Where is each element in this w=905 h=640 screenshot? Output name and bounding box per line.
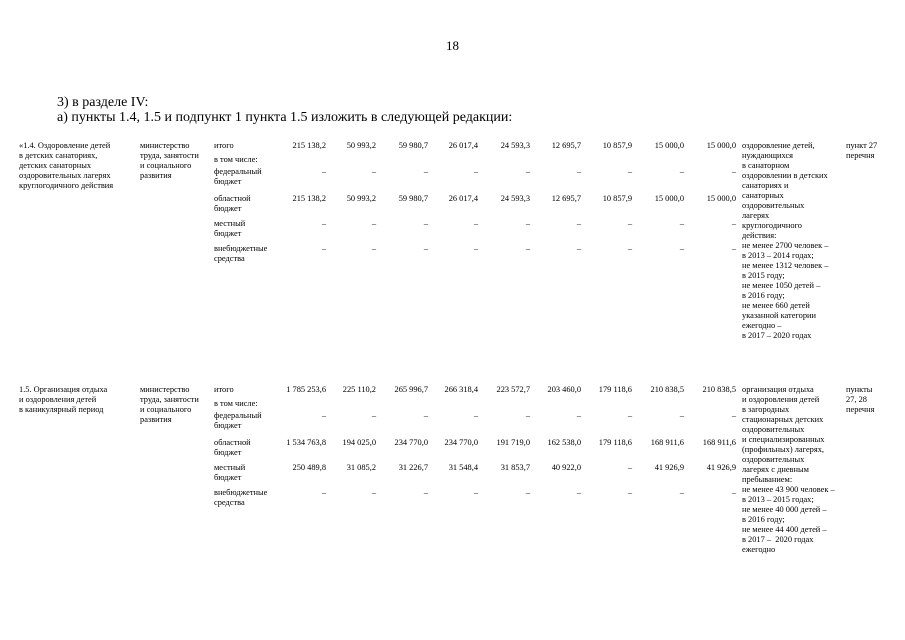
funding-value: – (731, 244, 736, 253)
funding-value: 26 017,4 (448, 141, 478, 150)
funding-value: 194 025,0 (342, 438, 376, 447)
funding-value: – (321, 219, 326, 228)
activity-title: 1.5. Организация отдыха и оздоровления детей в каникулярный период (19, 385, 108, 414)
funding-value: – (473, 219, 478, 228)
funding-value: – (679, 488, 684, 497)
funding-value: – (423, 488, 428, 497)
funding-value: – (423, 219, 428, 228)
funding-source-label: внебюджетные средства (214, 244, 268, 263)
funding-value: 50 993,2 (346, 194, 376, 203)
reference: пункты 27, 28 перечня (846, 385, 875, 414)
activity-title: «1.4. Оздоровление детей в детских санаториях, детских санаторных оздоровительных лагерях круглогодичного действия (19, 141, 114, 190)
funding-source-label: в том числе: (214, 155, 258, 164)
funding-value: – (731, 219, 736, 228)
funding-value: 179 118,6 (598, 385, 632, 394)
funding-value: – (679, 167, 684, 176)
funding-value: – (371, 411, 376, 420)
funding-value: – (371, 167, 376, 176)
funding-value: 215 138,2 (292, 141, 326, 150)
funding-value: 225 110,2 (342, 385, 376, 394)
funding-value: – (423, 244, 428, 253)
funding-value: 210 838,5 (702, 385, 736, 394)
amendment-heading: а) пункты 1.4, 1.5 и подпункт 1 пункта 1.5 изложить в следующей редакции: (57, 110, 513, 125)
funding-value: – (525, 244, 530, 253)
funding-value: 168 911,6 (650, 438, 684, 447)
funding-value: – (321, 167, 326, 176)
funding-source-label: внебюджетные средства (214, 488, 268, 507)
funding-value: – (627, 244, 632, 253)
funding-value: – (731, 488, 736, 497)
funding-value: 26 017,4 (448, 194, 478, 203)
funding-value: 1 785 253,6 (286, 385, 326, 394)
funding-value: 234 770,0 (394, 438, 428, 447)
funding-source-label: областной бюджет (214, 438, 251, 457)
funding-value: – (473, 167, 478, 176)
funding-value: 15 000,0 (654, 141, 684, 150)
section-heading: 3) в разделе IV: (57, 95, 149, 110)
funding-value: – (576, 219, 581, 228)
funding-value: – (627, 411, 632, 420)
funding-value: 162 538,0 (547, 438, 581, 447)
funding-value: – (525, 411, 530, 420)
funding-source-label: федеральный бюджет (214, 411, 262, 430)
funding-value: – (525, 167, 530, 176)
funding-value: 24 593,3 (500, 141, 530, 150)
funding-source-label: местный бюджет (214, 219, 246, 238)
funding-value: – (627, 463, 632, 472)
funding-value: – (576, 411, 581, 420)
funding-value: – (627, 488, 632, 497)
funding-value: 215 138,2 (292, 194, 326, 203)
funding-value: – (321, 488, 326, 497)
funding-value: – (473, 488, 478, 497)
funding-source-label: в том числе: (214, 399, 258, 408)
funding-value: – (576, 167, 581, 176)
funding-value: – (731, 167, 736, 176)
expected-result: оздоровление детей, нуждающихся в санаторном оздоровлении в детских санаториях и санаторных оздоровительных лагерях круглогодичного действия: не менее 2700 человек – в 2013 – 2014 годах; не менее 1312 человек – в 2015 году; не менее 1050 детей – в 2016 году; не менее 660 детей указанной категории ежегодно – в 2017 – 2020 годах (742, 141, 829, 340)
funding-value: 250 489,8 (292, 463, 326, 472)
expected-result: организация отдыха и оздоровления детей в загородных стационарных детских оздоровительных и специализированных (профильных) лагерях, оздоровительных лагерях с дневным пребыванием: не менее 43 900 человек – в 2013 – 2015 годах; не менее 40 000 детей – в 2016 году; не менее 44 400 детей – в 2017 – 2020 годах ежегодно (742, 385, 835, 554)
funding-source-label: итого (214, 141, 234, 150)
funding-source-label: федеральный бюджет (214, 167, 262, 186)
funding-value: 31 226,7 (398, 463, 428, 472)
funding-value: – (525, 219, 530, 228)
funding-value: – (473, 411, 478, 420)
funding-value: – (576, 244, 581, 253)
funding-value: – (679, 219, 684, 228)
executor: министерство труда, занятости и социального развития (140, 141, 199, 180)
funding-value: 12 695,7 (551, 141, 581, 150)
funding-value: 1 534 763,8 (286, 438, 326, 447)
funding-value: 40 922,0 (551, 463, 581, 472)
funding-source-label: итого (214, 385, 234, 394)
funding-value: – (731, 411, 736, 420)
funding-value: 223 572,7 (496, 385, 530, 394)
funding-value: – (423, 411, 428, 420)
funding-value: – (627, 167, 632, 176)
funding-value: – (321, 244, 326, 253)
funding-value: 265 996,7 (394, 385, 428, 394)
funding-value: 234 770,0 (444, 438, 478, 447)
funding-value: 24 593,3 (500, 194, 530, 203)
funding-value: – (679, 411, 684, 420)
funding-value: – (423, 167, 428, 176)
funding-value: 50 993,2 (346, 141, 376, 150)
funding-value: 41 926,9 (654, 463, 684, 472)
funding-value: 59 980,7 (398, 141, 428, 150)
funding-value: – (473, 244, 478, 253)
funding-value: 179 118,6 (598, 438, 632, 447)
funding-value: – (371, 244, 376, 253)
funding-value: 31 085,2 (346, 463, 376, 472)
funding-source-label: областной бюджет (214, 194, 251, 213)
funding-value: – (525, 488, 530, 497)
funding-value: – (371, 219, 376, 228)
funding-value: – (321, 411, 326, 420)
funding-value: 31 548,4 (448, 463, 478, 472)
funding-value: – (371, 488, 376, 497)
funding-value: – (576, 488, 581, 497)
funding-value: 15 000,0 (706, 141, 736, 150)
reference: пункт 27 перечня (846, 141, 878, 160)
funding-value: 191 719,0 (496, 438, 530, 447)
funding-value: 41 926,9 (706, 463, 736, 472)
funding-value: 59 980,7 (398, 194, 428, 203)
funding-value: 15 000,0 (654, 194, 684, 203)
page-number: 18 (446, 38, 459, 53)
funding-value: 10 857,9 (602, 141, 632, 150)
funding-value: 168 911,6 (702, 438, 736, 447)
funding-value: 203 460,0 (547, 385, 581, 394)
funding-value: – (627, 219, 632, 228)
funding-value: 266 318,4 (444, 385, 478, 394)
executor: министерство труда, занятости и социального развития (140, 385, 199, 424)
funding-value: – (679, 244, 684, 253)
funding-value: 12 695,7 (551, 194, 581, 203)
funding-value: 10 857,9 (602, 194, 632, 203)
funding-value: 15 000,0 (706, 194, 736, 203)
funding-source-label: местный бюджет (214, 463, 246, 482)
funding-value: 210 838,5 (650, 385, 684, 394)
funding-value: 31 853,7 (500, 463, 530, 472)
